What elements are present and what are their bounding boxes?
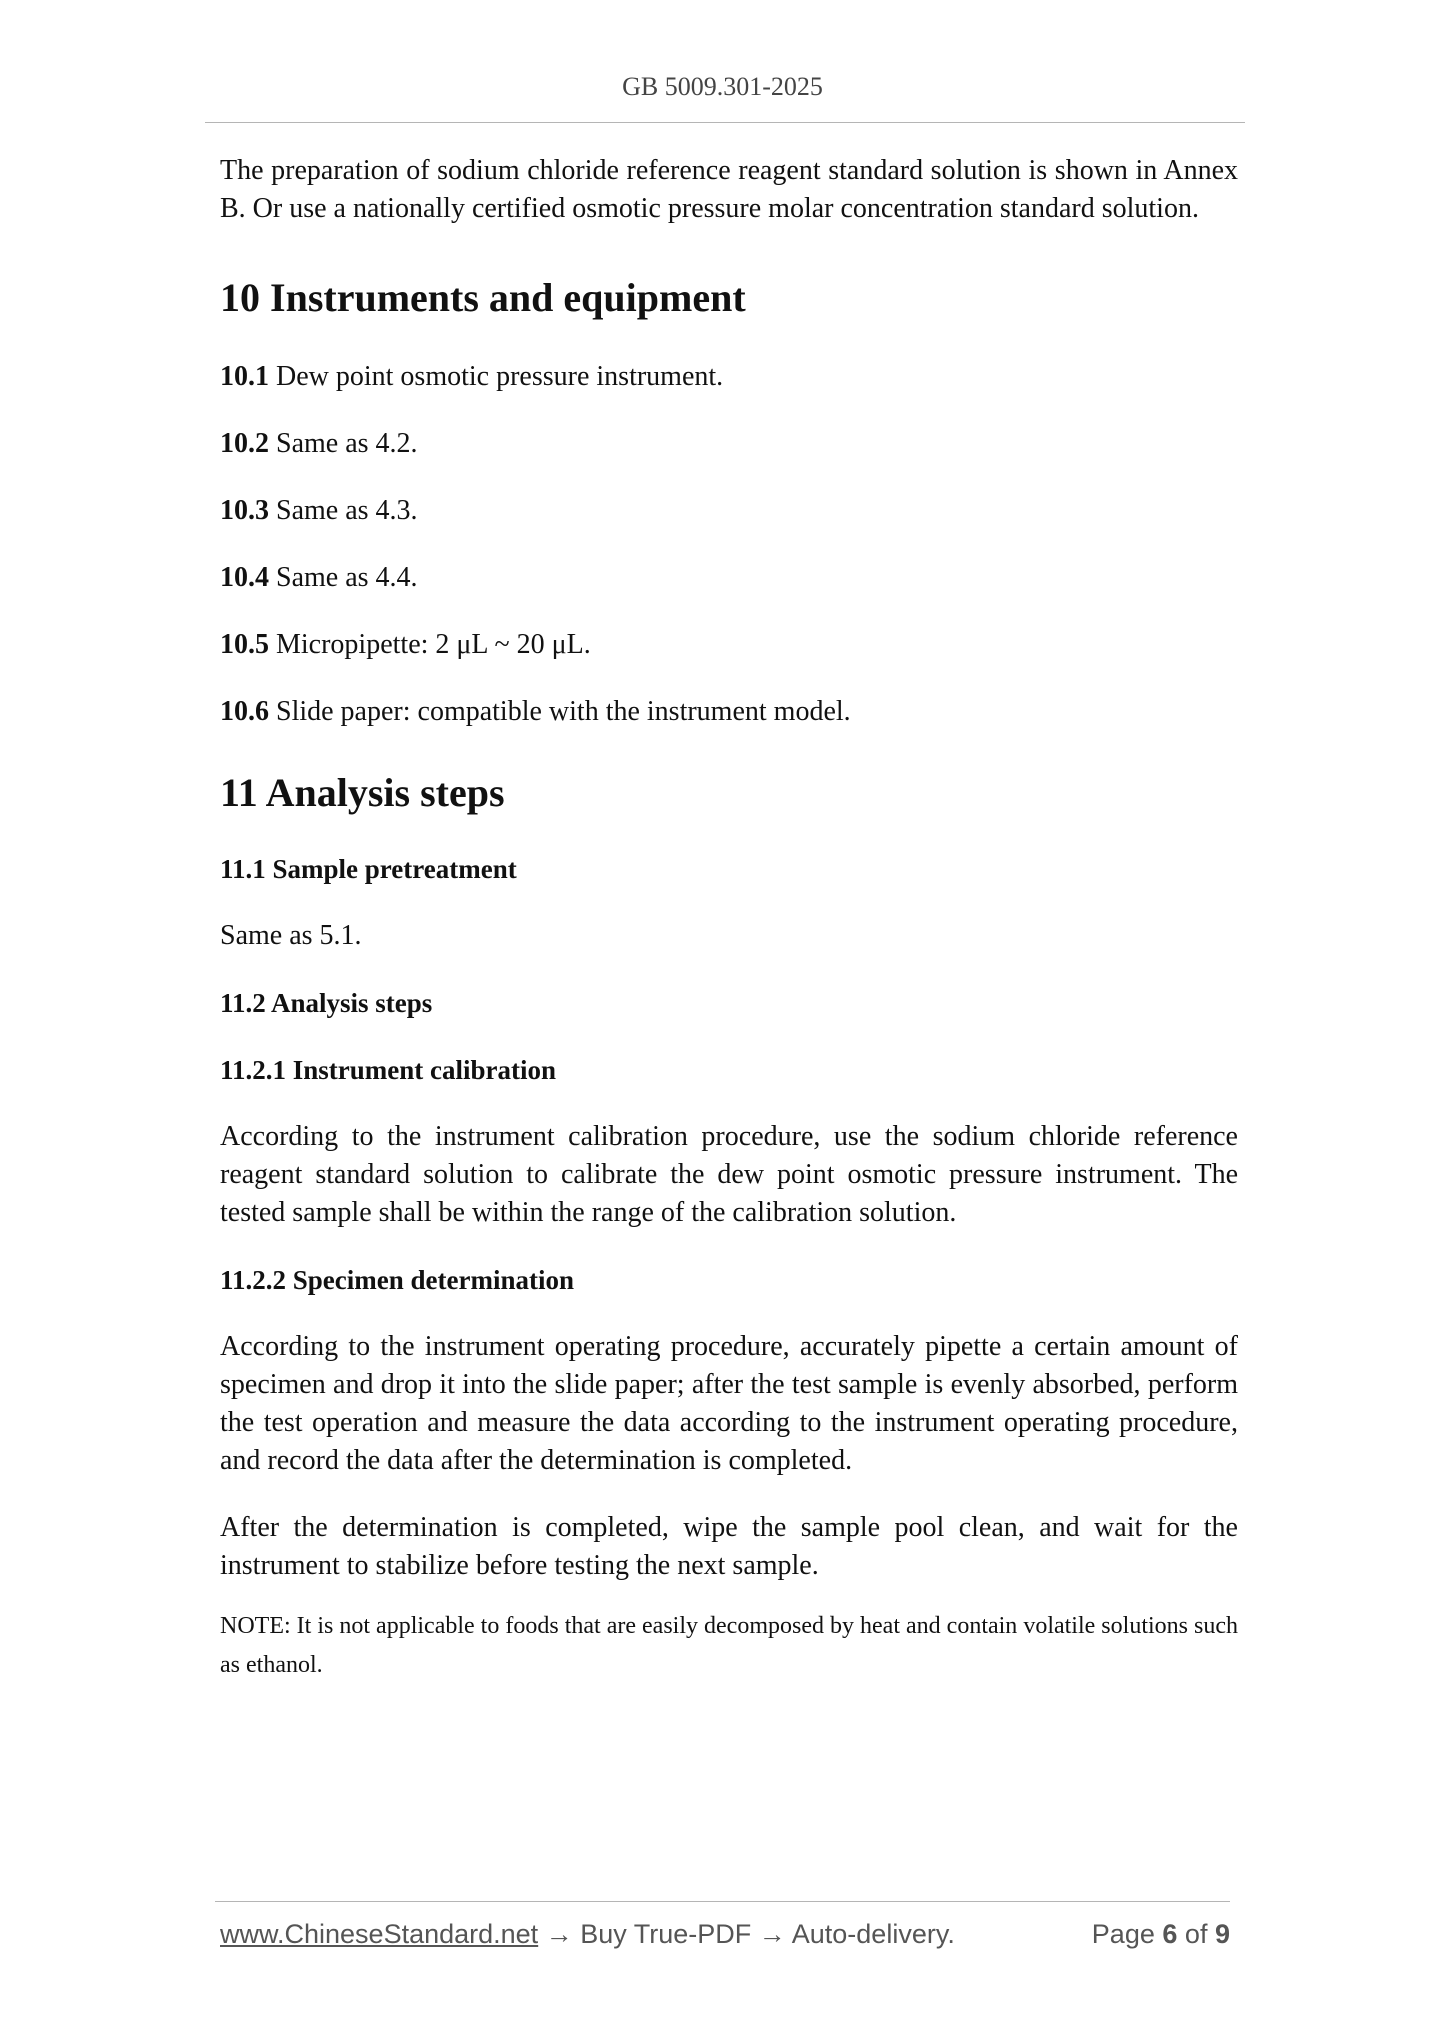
item-number: 10.2 bbox=[220, 428, 269, 459]
footer-tagline: → Buy True-PDF → Auto-delivery. bbox=[545, 1919, 955, 1949]
item-text: Same as 4.4. bbox=[276, 562, 418, 593]
subsection-11-2-1-heading: 11.2.1 Instrument calibration bbox=[220, 1055, 557, 1085]
subsection-11-2-2-heading: 11.2.2 Specimen determination bbox=[220, 1265, 574, 1295]
footer-divider bbox=[215, 1901, 1230, 1902]
intro-paragraph: The preparation of sodium chloride reference reagent standard solution is shown in Annex B. Or use a nationally certified osmotic pressure molar concentration standard solution. bbox=[220, 155, 1238, 224]
item-10-2 bbox=[220, 425, 1238, 463]
item-number: 10.1 bbox=[220, 361, 269, 392]
item-text: Slide paper: compatible with the instrument model. bbox=[276, 696, 851, 727]
page-header: GB 5009.301-2025 bbox=[622, 72, 823, 101]
item-10-3 bbox=[220, 492, 1238, 530]
note-paragraph: NOTE: It is not applicable to foods that are easily decomposed by heat and contain volatile solutions such as ethanol. bbox=[220, 1613, 1238, 1678]
item-number: 10.4 bbox=[220, 562, 269, 593]
header-divider bbox=[205, 122, 1245, 123]
item-10-4 bbox=[220, 559, 1238, 597]
subsection-11-2-heading: 11.2 Analysis steps bbox=[220, 988, 433, 1018]
page-total: 9 bbox=[1214, 1919, 1230, 1949]
item-text: Same as 4.2. bbox=[276, 428, 418, 459]
section-10-heading: 10 Instruments and equipment bbox=[220, 275, 746, 320]
item-10-1 bbox=[220, 358, 1238, 396]
document-body bbox=[220, 152, 1238, 1685]
item-text: Same as 4.3. bbox=[276, 495, 418, 526]
section-11-heading: 11 Analysis steps bbox=[220, 770, 505, 815]
chinesestandard-link[interactable]: www.ChineseStandard.net bbox=[220, 1919, 539, 1949]
item-10-6 bbox=[220, 693, 1238, 731]
item-number: 10.5 bbox=[220, 629, 269, 660]
page-number bbox=[1092, 1919, 1230, 1950]
item-text: Micropipette: 2 μL ~ 20 μL. bbox=[276, 629, 591, 660]
page-label: Page bbox=[1091, 1919, 1155, 1949]
subsection-11-1-heading: 11.1 Sample pretreatment bbox=[220, 854, 517, 884]
footer-promo bbox=[220, 1919, 955, 1950]
item-number: 10.3 bbox=[220, 495, 269, 526]
item-number: 10.6 bbox=[220, 696, 269, 727]
determination-paragraph-1: According to the instrument operating procedure, accurately pipette a certain amount of specimen and drop it into the slide paper; after the test sample is evenly absorbed, perform the test operation and measure the data according to the instrument operating procedure, and record the data after the determination is completed. bbox=[220, 1331, 1238, 1476]
item-10-5 bbox=[220, 626, 1238, 664]
page-current: 6 bbox=[1162, 1919, 1178, 1949]
calibration-paragraph: According to the instrument calibration procedure, use the sodium chloride reference reagent standard solution to calibrate the dew point osmotic pressure instrument. The tested sample shall be within the range of the calibration solution. bbox=[220, 1121, 1238, 1228]
subsection-11-1-text: Same as 5.1. bbox=[220, 920, 362, 951]
item-text: Dew point osmotic pressure instrument. bbox=[276, 361, 724, 392]
determination-paragraph-2: After the determination is completed, wipe the sample pool clean, and wait for the instrument to stabilize before testing the next sample. bbox=[220, 1512, 1238, 1581]
page-of-label: of bbox=[1184, 1919, 1208, 1949]
